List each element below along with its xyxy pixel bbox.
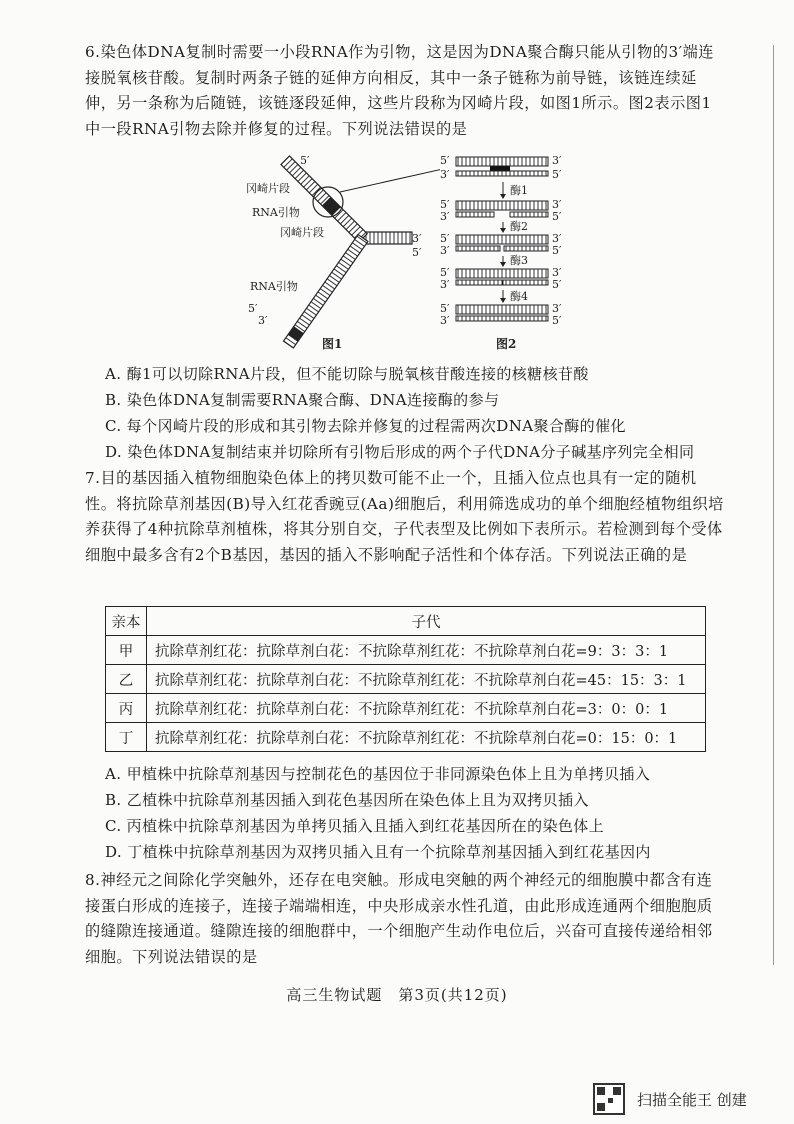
q7-offspring-table	[105, 606, 706, 752]
fig1-label-5prime-right: 5′	[412, 246, 422, 259]
q7-option-b[interactable]: B. 乙植株中抗除草剂基因插入到花色基因所在染色体上且为双拷贝插入	[105, 791, 589, 809]
table-cell-parent: 丙	[106, 694, 147, 723]
fig1-label-5prime-top: 5′	[300, 154, 310, 167]
svg-text:5′: 5′	[552, 314, 562, 327]
fig1-label-okazaki-1: 冈崎片段	[246, 182, 290, 195]
svg-text:3′: 3′	[440, 278, 450, 291]
table-cell-ratio: 抗除草剂红花：抗除草剂白花：不抗除草剂红花：不抗除草剂白花=3：0：0：1	[147, 694, 706, 723]
svg-text:5′: 5′	[552, 168, 562, 181]
table-cell-ratio: 抗除草剂红花：抗除草剂白花：不抗除草剂红花：不抗除草剂白花=0：15：0：1	[147, 723, 706, 752]
qr-code-icon	[593, 1083, 625, 1115]
table-header-row	[106, 607, 706, 636]
table-row	[106, 636, 706, 665]
q6-option-c[interactable]: C. 每个冈崎片段的形成和其引物去除并修复的过程需两次DNA聚合酶的催化	[105, 417, 626, 435]
fig2-enzyme-3-label: 酶3	[510, 254, 528, 267]
fig2-caption: 图2	[496, 337, 517, 351]
svg-text:3′: 3′	[440, 244, 450, 257]
svg-text:5′: 5′	[440, 302, 450, 315]
svg-text:5′: 5′	[552, 244, 562, 257]
watermark-text: 扫描全能王 创建	[637, 1090, 747, 1109]
table-cell-parent: 乙	[106, 665, 147, 694]
page-footer: 高三生物试题 第3页(共12页)	[286, 986, 508, 1004]
fig1-label-3prime-bottom: 3′	[258, 314, 268, 327]
svg-text:3′: 3′	[552, 266, 562, 279]
q7-option-a[interactable]: A. 甲植株中抗除草剂基因与控制花色的基因位于非同源染色体上且为单拷贝插入	[105, 765, 651, 783]
fig2-stage-1	[440, 154, 562, 181]
figure-1-replication-fork	[240, 152, 440, 354]
scanner-watermark	[593, 1083, 747, 1115]
table-row	[106, 723, 706, 752]
question-8-stem: 8.神经元之间除化学突触外，还存在电突触。形成电突触的两个神经元的细胞膜中都含有连接蛋白形成的连接子，连接子端端相连，中央形成亲水性孔道，由此形成连通两个细胞胞质的缝隙连接通道。缝隙连接的细胞群中，一个细胞产生动作电位后，兴奋可直接传递给相邻细胞。下列说法错误的是	[85, 871, 713, 966]
fig1-label-3prime-right: 3′	[412, 232, 422, 245]
fig2-stage-3	[440, 232, 562, 257]
q6-option-d[interactable]: D. 染色体DNA复制结束并切除所有引物后形成的两个子代DNA分子碱基序列完全相同	[105, 443, 695, 461]
fig2-stage-5	[440, 302, 562, 327]
svg-text:3′: 3′	[440, 210, 450, 223]
table-cell-parent: 丁	[106, 723, 147, 752]
table-cell-parent: 甲	[106, 636, 147, 665]
fig2-enzyme-1-label: 酶1	[510, 184, 528, 197]
svg-text:3′: 3′	[552, 198, 562, 211]
svg-text:3′: 3′	[552, 232, 562, 245]
q7-option-d[interactable]: D. 丁植株中抗除草剂基因为双拷贝插入且有一个抗除草剂基因插入到红花基因内	[105, 843, 651, 861]
svg-text:3′: 3′	[440, 168, 450, 181]
svg-text:5′: 5′	[552, 210, 562, 223]
fig2-stage-2	[440, 198, 562, 223]
figure-2-primer-removal	[440, 152, 580, 354]
svg-text:5′: 5′	[552, 278, 562, 291]
fig2-enzyme-4-label: 酶4	[510, 290, 528, 303]
fig1-label-okazaki-2: 冈崎片段	[280, 226, 324, 239]
svg-text:5′: 5′	[440, 154, 450, 167]
q7-option-c[interactable]: C. 丙植株中抗除草剂基因为单拷贝插入且插入到红花基因所在的染色体上	[105, 817, 605, 835]
table-header-parent: 亲本	[106, 607, 147, 636]
question-7-stem: 7.目的基因插入植物细胞染色体上的拷贝数可能不止一个，且插入位点也具有一定的随机性。将抗除草剂基因(B)导入红花香豌豆(Aa)细胞后，利用筛选成功的单个细胞经植物组织培养获得了4种抗除草剂植株，将其分别自交，子代表型及比例如下表所示。若检测到每个受体细胞中最多含有2个B基因，基因的插入不影响配子活性和个体存活。下列说法正确的是	[85, 469, 724, 564]
table-row	[106, 694, 706, 723]
fig1-label-primer-2: RNA引物	[250, 280, 298, 293]
svg-text:3′: 3′	[440, 314, 450, 327]
q6-option-a[interactable]: A. 酶1可以切除RNA片段，但不能切除与脱氧核苷酸连接的核糖核苷酸	[105, 365, 589, 383]
table-header-offspring: 子代	[147, 607, 706, 636]
svg-text:5′: 5′	[440, 232, 450, 245]
svg-text:5′: 5′	[440, 266, 450, 279]
table-cell-ratio: 抗除草剂红花：抗除草剂白花：不抗除草剂红花：不抗除草剂白花=45：15：3：1	[147, 665, 706, 694]
svg-text:5′: 5′	[440, 198, 450, 211]
fig2-enzyme-2-label: 酶2	[510, 220, 528, 233]
fig1-label-5prime-bottom: 5′	[248, 302, 258, 315]
fig1-caption: 图1	[322, 337, 343, 351]
q6-option-b[interactable]: B. 染色体DNA复制需要RNA聚合酶、DNA连接酶的参与	[105, 391, 500, 409]
question-6-stem: 6.染色体DNA复制时需要一小段RNA作为引物，这是因为DNA聚合酶只能从引物的3′端连接脱氧核苷酸。复制时两条子链的延伸方向相反，其中一条子链称为前导链，该链连续延伸，另一条称为后随链，该链逐段延伸，这些片段称为冈崎片段，如图1所示。图2表示图1中一段RNA引物去除并修复的过程。下列说法错误的是	[85, 43, 714, 138]
page-edge-line	[773, 45, 774, 965]
svg-text:3′: 3′	[552, 154, 562, 167]
svg-text:3′: 3′	[552, 302, 562, 315]
fig1-label-primer-1: RNA引物	[252, 206, 300, 219]
table-row	[106, 665, 706, 694]
table-cell-ratio: 抗除草剂红花：抗除草剂白花：不抗除草剂红花：不抗除草剂白花=9：3：3：1	[147, 636, 706, 665]
fig2-stage-4	[440, 266, 562, 291]
